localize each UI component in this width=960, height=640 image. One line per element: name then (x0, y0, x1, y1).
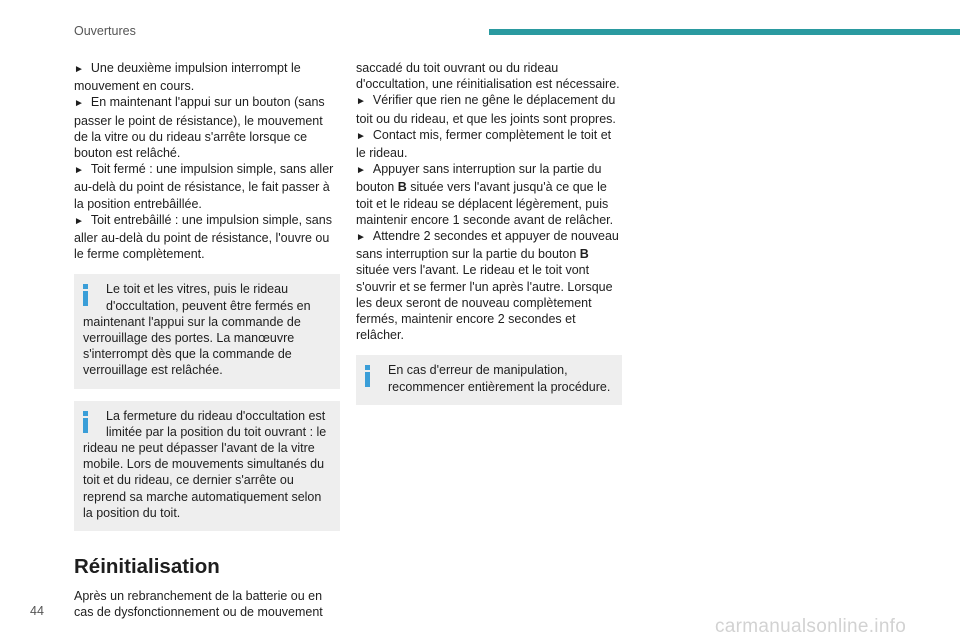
bullet-text: Vérifier que rien ne gêne le déplacement du toit ou du rideau, et que les joints sont propres. (356, 93, 616, 126)
running-header: Ouvertures (74, 24, 136, 38)
paragraph-continuation: saccadé du toit ouvrant ou du rideau d'occultation, une réinitialisation est nécessaire. (356, 61, 620, 92)
bullet-arrow-icon: ► (356, 232, 366, 244)
info-note (74, 274, 340, 388)
bullet-text: située vers l'avant jusqu'à ce que le toit et le rideau se déplacent légèrement, puis maintenir encore 1 seconde avant de relâcher. (356, 180, 614, 227)
page-number: 44 (30, 604, 44, 618)
info-icon (83, 284, 88, 306)
bullet-text: En maintenant l'appui sur un bouton (sans passer le point de résistance), le mouvement de la vitre ou du rideau s'arrête lorsque ce bouton est relâché. (74, 95, 325, 161)
paragraph: Après un rebranchement de la batterie ou en cas de dysfonctionnement ou de mouvement (74, 589, 323, 620)
bullet-text: située vers l'avant. Le rideau et le toit vont s'ouvrir et se fermer l'un après l'autre. Lorsque les deux seront de nouveau complètement fermés, maintenir encore 2 secondes et relâcher. (356, 263, 613, 343)
bullet-text: Une deuxième impulsion interrompt le mouvement en cours. (74, 61, 301, 94)
bullet-item (74, 161, 340, 212)
bullet-item (74, 212, 340, 263)
info-note (74, 401, 340, 531)
bullet-text: Appuyer sans interruption sur la partie du bouton (356, 162, 602, 195)
bullet-text: Toit fermé : une impulsion simple, sans aller au-delà du point de résistance, le fait passer à la position entrebâillée. (74, 162, 334, 211)
header-accent-bar (489, 29, 960, 35)
note-text-rest: maintenant l'appui sur la commande de verrouillage des portes. La manœuvre s'interrompt dès que la commande de verrouillage est relâchée. (83, 314, 301, 378)
bullet-text: Attendre 2 secondes et appuyer de nouveau sans interruption sur la partie du bouton (356, 229, 619, 262)
bullet-item (74, 94, 340, 161)
bullet-arrow-icon: ► (356, 96, 366, 108)
info-icon (83, 411, 88, 433)
bullet-arrow-icon: ► (356, 165, 366, 177)
note-text-lead: En cas d'erreur de manipulation, (388, 363, 568, 378)
bullet-text: Toit entrebâillé : une impulsion simple, sans aller au-delà du point de résistance, l'ouvre ou le ferme complètement. (74, 212, 332, 262)
bullet-item (356, 228, 622, 343)
bullet-arrow-icon: ► (74, 64, 84, 75)
bullet-item (74, 60, 340, 94)
info-icon (365, 365, 370, 387)
bullet-arrow-icon: ► (356, 130, 366, 142)
button-label-b: B (397, 180, 407, 195)
right-column (356, 60, 622, 405)
bullet-arrow-icon: ► (74, 215, 84, 227)
bullet-item (356, 127, 622, 161)
info-note (356, 355, 622, 404)
bullet-text: Contact mis, fermer complètement le toit et le rideau. (356, 127, 612, 161)
section-title: Réinitialisation (74, 555, 220, 579)
button-label-b: B (579, 247, 589, 262)
bullet-arrow-icon: ► (74, 98, 84, 110)
watermark: carmanualsonline.info (715, 616, 907, 637)
bullet-item (356, 161, 622, 228)
note-text-lead: La fermeture du rideau d'occultation est limitée par la position du toit ouvrant : le (106, 408, 327, 439)
note-text-lead: recommencer entièrement la procédure. (388, 379, 611, 394)
bullet-item (356, 92, 622, 126)
note-text-lead: Le toit et les vitres, puis le rideau d'occultation, peuvent être fermés en (106, 282, 311, 313)
left-column (74, 60, 340, 620)
note-text-rest: rideau ne peut dépasser l'avant de la vitre mobile. Lors de mouvements simultanés du toit et du rideau, ce dernier s'arrête ou reprend sa marche automatiquement selon la position du toit. (83, 441, 325, 520)
bullet-arrow-icon: ► (74, 165, 84, 177)
